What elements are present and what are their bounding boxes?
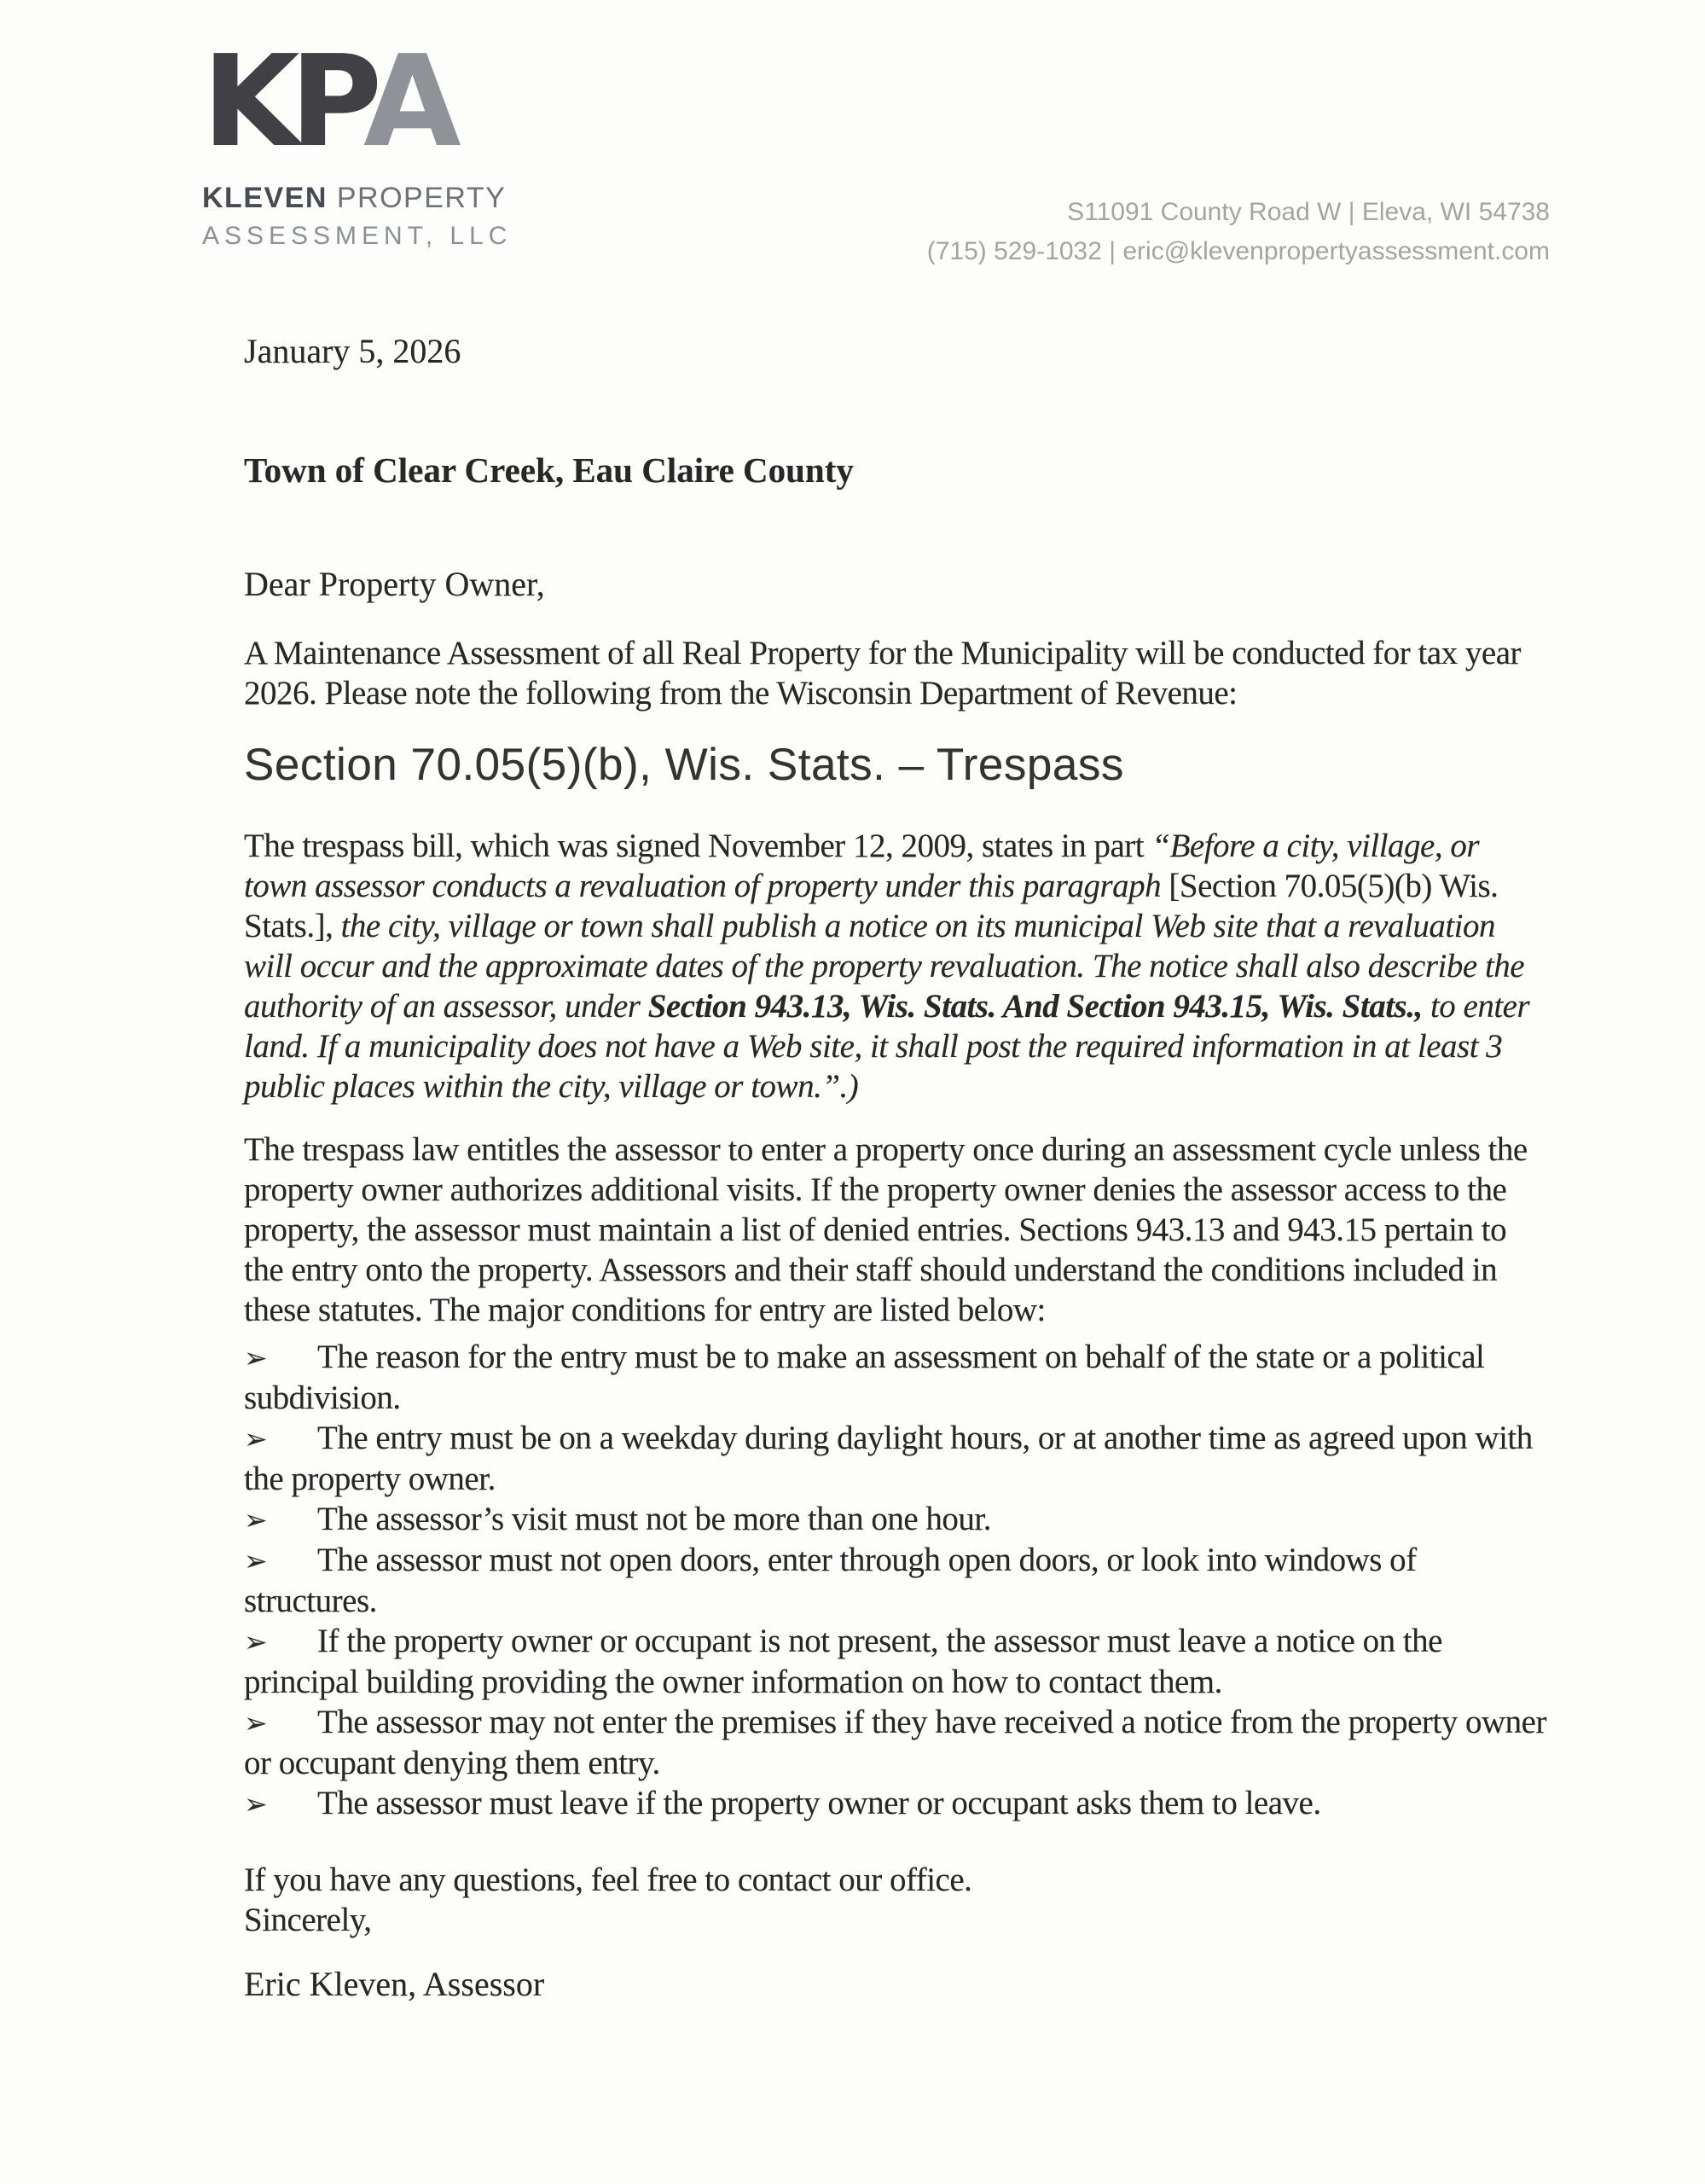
arrow-bullet-icon: ➢ <box>244 1341 268 1374</box>
addressee: Town of Clear Creek, Eau Claire County <box>244 450 854 490</box>
list-item-text: The assessor must leave if the property owner or occupant asks them to leave. <box>317 1785 1321 1821</box>
trespass-quote-paragraph <box>244 826 1549 1107</box>
quote-segment: to enter land. If a municipality does not have a Web site, it shall post the required information in at least 3 public places within the city, village or town.”.) <box>244 988 1530 1105</box>
arrow-bullet-icon: ➢ <box>244 1625 268 1658</box>
arrow-bullet-icon: ➢ <box>244 1544 268 1577</box>
arrow-bullet-icon: ➢ <box>244 1422 268 1455</box>
list-item-text: The entry must be on a weekday during daylight hours, or at another time as agreed upon with the property owner. <box>244 1420 1533 1497</box>
list-item <box>244 1702 1549 1783</box>
logo-letters-kp: KP <box>202 28 373 175</box>
quote-segment: Section 943.13, Wis. Stats. And Section 943.15, Wis. Stats., <box>647 988 1423 1025</box>
list-item <box>244 1540 1549 1621</box>
phone-email-line: (715) 529-1032 | eric@klevenpropertyassessment.com <box>926 237 1550 265</box>
salutation: Dear Property Owner, <box>244 565 545 603</box>
address-line: S11091 County Road W | Eleva, WI 54738 <box>1067 198 1550 226</box>
valediction: Sincerely, <box>244 1902 372 1938</box>
company-name <box>202 182 512 251</box>
list-item-text: The assessor must not open doors, enter through open doors, or look into windows of structures. <box>244 1542 1417 1619</box>
intro-paragraph: A Maintenance Assessment of all Real Property for the Municipality will be conducted for tax year 2026. Please note the following from the Wisconsin Department of Revenue: <box>244 635 1521 712</box>
quote-segment: the city, village or town shall publish a notice on its municipal Web site that a revaluation will occur and the approximate dates of the property revaluation. The notice shall also describe the authority of an assessor, under <box>244 908 1525 1025</box>
trespass-law-paragraph: The trespass law entitles the assessor to enter a property once during an assessment cycle unless the property owner authorizes additional visits. If the property owner denies the assessor access to the property, the assessor must maintain a list of denied entries. Sections 943.13 and 943.15 pertain to the entry onto the property. Assessors and their staff should understand the conditions included in these statutes. The major conditions for entry are listed below: <box>244 1131 1528 1328</box>
list-item-text: The assessor’s visit must not be more than one hour. <box>317 1501 992 1537</box>
letter-date: January 5, 2026 <box>244 332 461 370</box>
list-item-text: The reason for the entry must be to make an assessment on behalf of the state or a political subdivision. <box>244 1339 1485 1416</box>
company-name-rest: PROPERTY <box>327 182 507 215</box>
signature: Eric Kleven, Assessor <box>244 1965 545 2003</box>
kpa-logo-icon <box>202 28 512 175</box>
closing-line: If you have any questions, feel free to contact our office. <box>244 1862 972 1898</box>
logo-letter-a: A <box>363 28 451 175</box>
list-item <box>244 1499 1549 1540</box>
list-item <box>244 1337 1549 1418</box>
list-item-text: If the property owner or occupant is not present, the assessor must leave a notice on the principal building providing the owner information on how to contact them. <box>244 1623 1442 1700</box>
company-name-line2: ASSESSMENT, LLC <box>202 222 513 251</box>
quote-segment: [Section 70.05(5)(b) Wis. Stats.], <box>244 868 1499 944</box>
company-logo <box>202 28 513 251</box>
letter-body <box>244 331 1549 2004</box>
list-item <box>244 1621 1549 1702</box>
list-item <box>244 1783 1549 1824</box>
list-item <box>244 1418 1549 1499</box>
company-name-bold: KLEVEN <box>202 182 328 215</box>
quote-segment: The trespass bill, which was signed November 12, 2009, states in part <box>244 828 1152 864</box>
closing-paragraph <box>244 1860 1549 1940</box>
company-name-line1 <box>202 182 512 215</box>
list-item-text: The assessor may not enter the premises if they have received a notice from the property owner or occupant denying them entry. <box>244 1704 1546 1781</box>
contact-info <box>927 193 1550 271</box>
section-heading: Section 70.05(5)(b), Wis. Stats. – Trespass <box>244 740 1124 790</box>
arrow-bullet-icon: ➢ <box>244 1706 268 1740</box>
arrow-bullet-icon: ➢ <box>244 1503 268 1536</box>
arrow-bullet-icon: ➢ <box>244 1787 268 1821</box>
quote-segment: “Before a city, village, or town assessor conducts a revaluation of property under this paragraph <box>244 828 1480 904</box>
entry-conditions-list <box>244 1337 1549 1824</box>
